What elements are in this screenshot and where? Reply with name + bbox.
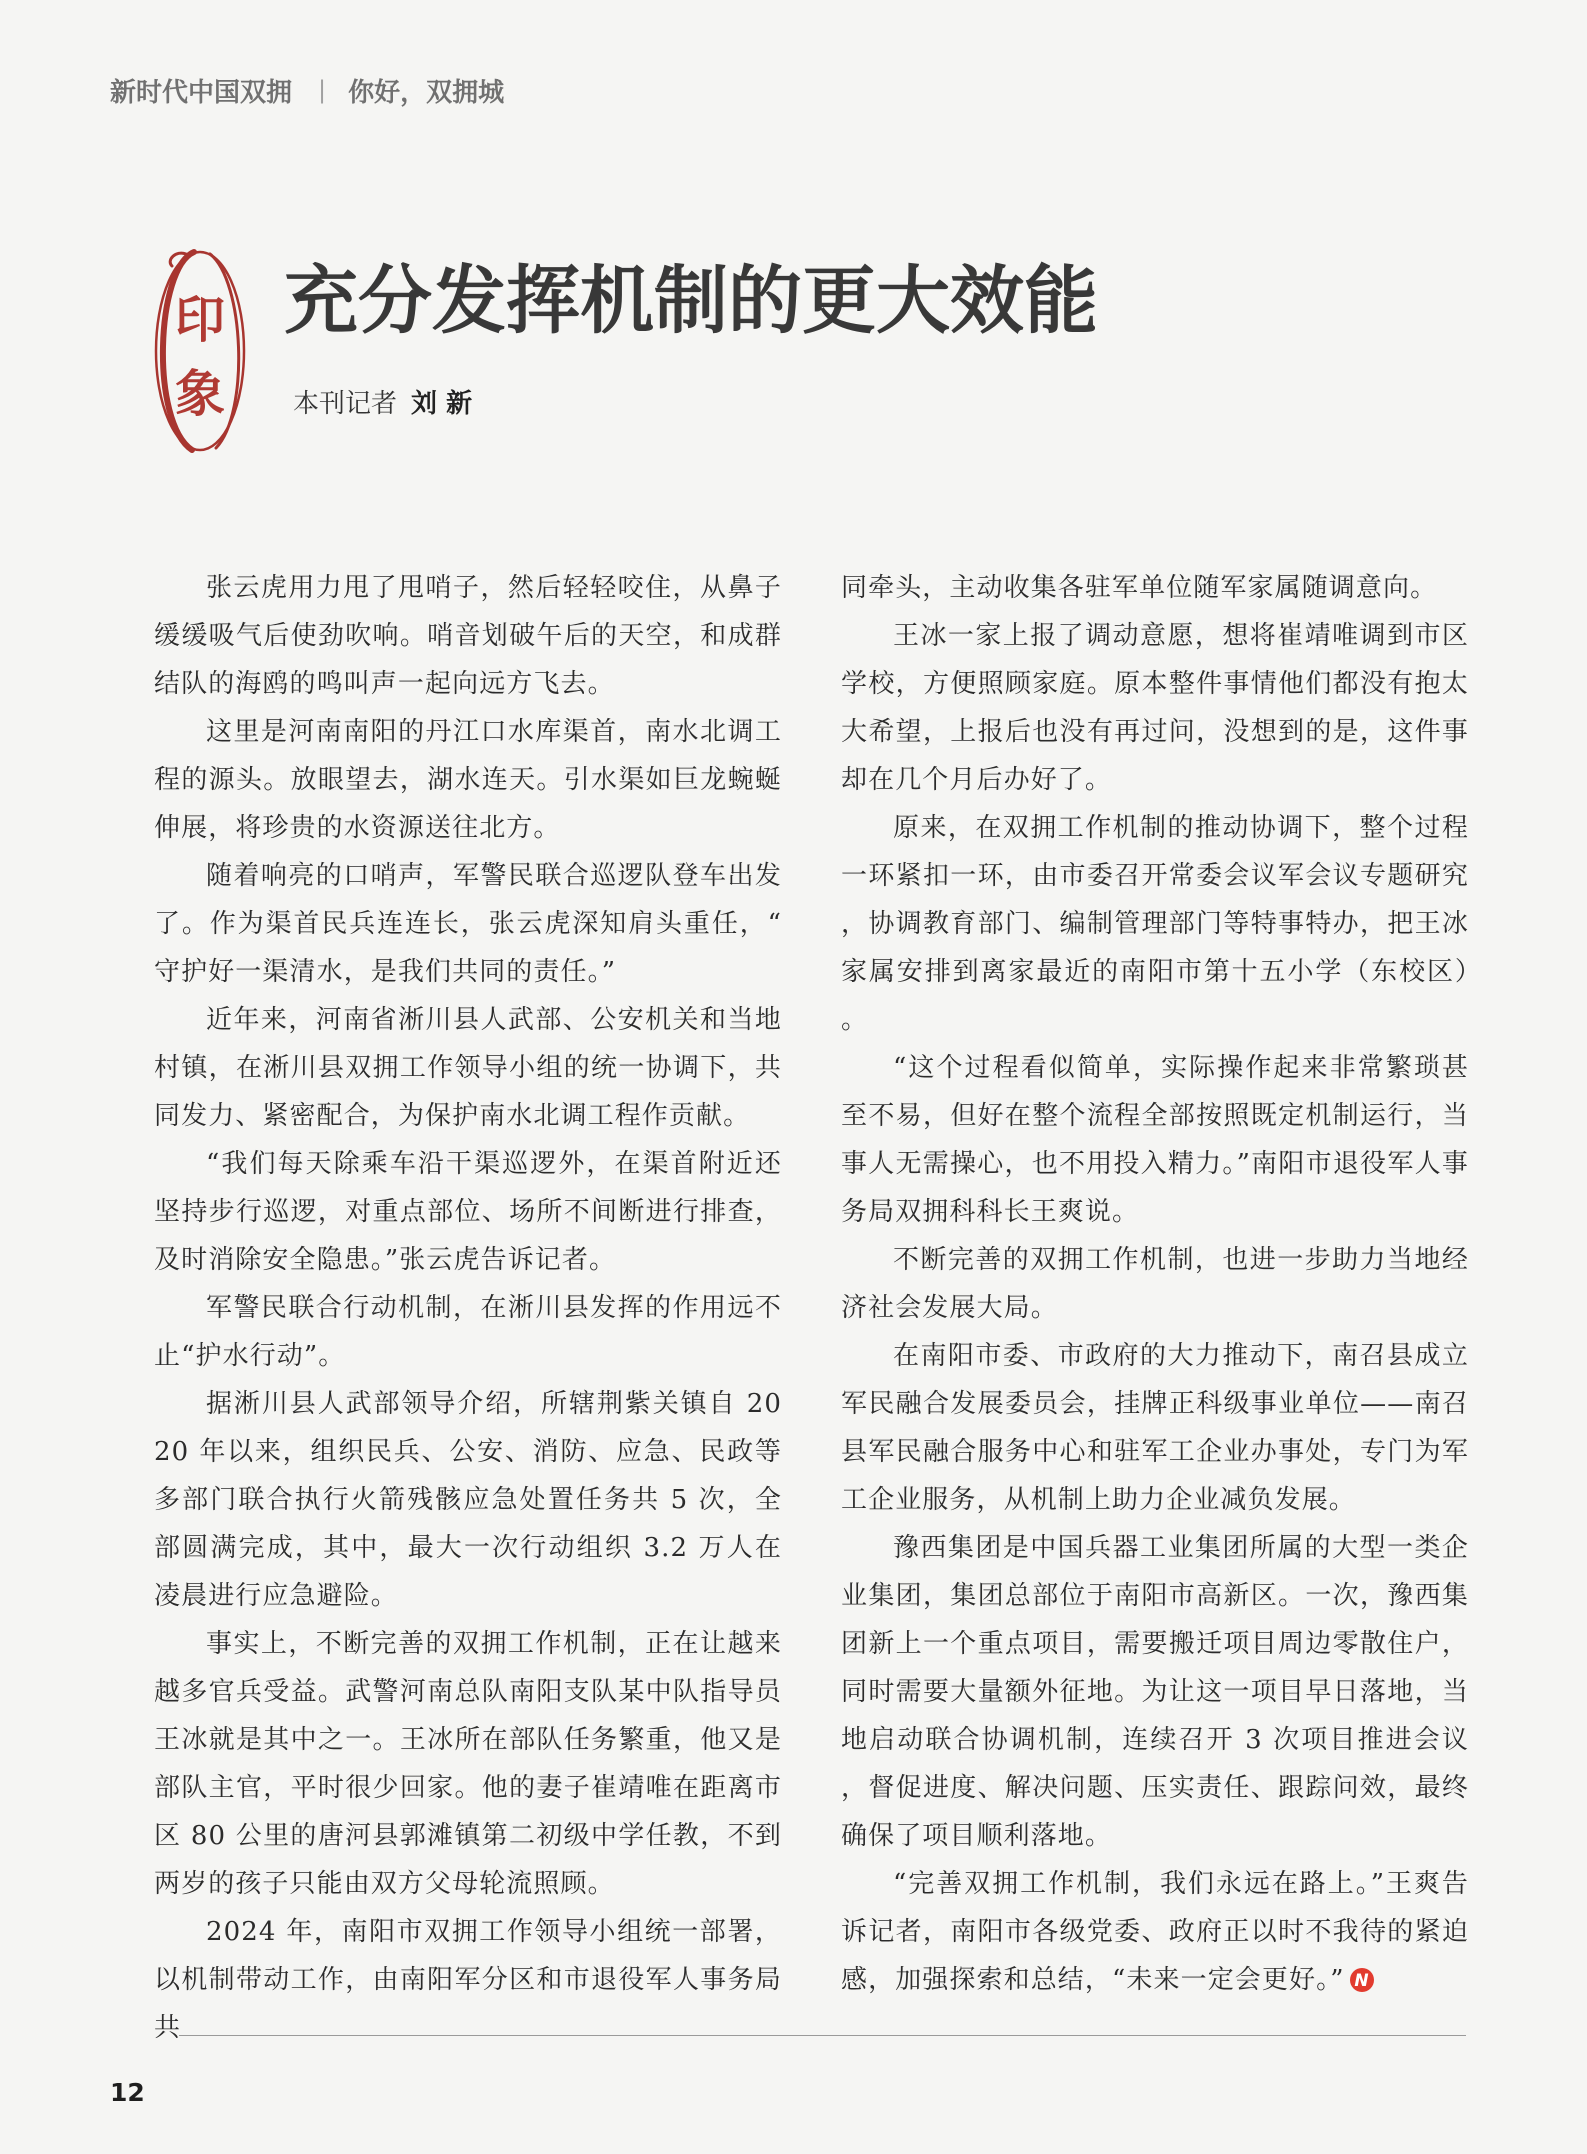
paragraph: 随着响亮的口哨声，军警民联合巡逻队登车出发了。作为渠首民兵连连长，张云虎深知肩头重任，“守护好一渠清水，是我们共同的责任。”	[154, 861, 782, 987]
paragraph-final	[841, 1860, 1469, 2004]
paragraph: “这个过程看似简单，实际操作起来非常繁琐甚至不易，但好在整个流程全部按照既定机制运行，当事人无需操心，也不用投入精力。”南阳市退役军人事务局双拥科科长王爽说。	[841, 1053, 1469, 1227]
paragraph: 豫西集团是中国兵器工业集团所属的大型一类企业集团，集团总部位于南阳市高新区。一次，豫西集团新上一个重点项目，需要搬迁项目周边零散住户，同时需要大量额外征地。为让这一项目早日落地，当地启动联合协调机制，连续召开 3 次项目推进会议，督促进度、解决问题、压实责任、跟踪问效，最终确保了项目顺利落地。	[841, 1533, 1469, 1851]
paragraph: 在南阳市委、市政府的大力推动下，南召县成立军民融合发展委员会，挂牌正科级事业单位——南召县军民融合服务中心和驻军工企业办事处，专门为军工企业服务，从机制上助力企业减负发展。	[841, 1341, 1469, 1515]
paragraph: 这里是河南南阳的丹江口水库渠首，南水北调工程的源头。放眼望去，湖水连天。引水渠如巨龙蜿蜒伸展，将珍贵的水资源送往北方。	[154, 717, 782, 843]
header-separator: |	[318, 76, 327, 104]
seal-char-2: 象	[175, 364, 225, 423]
header-subsection: 你好，双拥城	[348, 77, 505, 108]
paragraph: 军警民联合行动机制，在淅川县发挥的作用远不止“护水行动”。	[154, 1293, 782, 1371]
running-header	[110, 70, 504, 110]
paragraph: 事实上，不断完善的双拥工作机制，正在让越来越多官兵受益。武警河南总队南阳支队某中队指导员王冰就是其中之一。王冰所在部队任务繁重，他又是部队主官，平时很少回家。他的妻子崔靖唯在距离市区 80 公里的唐河县郭滩镇第二初级中学任教，不到两岁的孩子只能由双方父母轮流照顾。	[154, 1629, 782, 1899]
end-mark-logo-icon	[1349, 1967, 1375, 1993]
paragraph-continued: 同牵头，主动收集各驻军单位随军家属随调意向。	[841, 573, 1438, 603]
page-number: 12	[110, 2078, 145, 2107]
paragraph: 王冰一家上报了调动意愿，想将崔靖唯调到市区学校，方便照顾家庭。原本整件事情他们都没有抱太大希望，上报后也没有再过问，没想到的是，这件事却在几个月后办好了。	[841, 621, 1469, 795]
byline-author: 刘 新	[411, 389, 473, 419]
paragraph: 张云虎用力甩了甩哨子，然后轻轻咬住，从鼻子缓缓吸气后使劲吹响。哨音划破午后的天空，和成群结队的海鸥的鸣叫声一起向远方飞去。	[154, 573, 782, 699]
end-mark-letter: N	[1353, 1971, 1370, 1991]
paragraph: 不断完善的双拥工作机制，也进一步助力当地经济社会发展大局。	[841, 1245, 1469, 1323]
seal-brush-ring-icon	[146, 246, 254, 456]
seal-char-1: 印	[175, 290, 225, 349]
paragraph: 2024 年，南阳市双拥工作领导小组统一部署，以机制带动工作，由南阳军分区和市退役军人事务局共	[154, 1917, 782, 2043]
header-section: 新时代中国双拥	[110, 77, 293, 108]
article-column-left	[154, 564, 782, 2052]
paragraph: 原来，在双拥工作机制的推动协调下，整个过程一环紧扣一环，由市委召开常委会议军会议专题研究，协调教育部门、编制管理部门等特事特办，把王冰家属安排到离家最近的南阳市第十五小学（东校区）。	[841, 813, 1469, 1035]
byline	[293, 386, 472, 422]
paragraph: “我们每天除乘车沿干渠巡逻外，在渠首附近还坚持步行巡逻，对重点部位、场所不间断进行排查，及时消除安全隐患。”张云虎告诉记者。	[154, 1149, 782, 1275]
bottom-rule	[179, 2035, 1466, 2036]
article-column-right	[841, 564, 1469, 2004]
byline-label: 本刊记者	[293, 389, 398, 419]
impression-seal	[146, 246, 254, 456]
article-title: 充分发挥机制的更大效能	[284, 258, 1098, 344]
paragraph: 据淅川县人武部领导介绍，所辖荆紫关镇自 2020 年以来，组织民兵、公安、消防、应急、民政等多部门联合执行火箭残骸应急处置任务共 5 次，全部圆满完成，其中，最大一次行动组织 3.2 万人在凌晨进行应急避险。	[154, 1389, 782, 1611]
paragraph: 近年来，河南省淅川县人武部、公安机关和当地村镇，在淅川县双拥工作领导小组的统一协调下，共同发力、紧密配合，为保护南水北调工程作贡献。	[154, 1005, 782, 1131]
paragraph-final-text: “完善双拥工作机制，我们永远在路上。”王爽告诉记者，南阳市各级党委、政府正以时不我待的紧迫感，加强探索和总结，“未来一定会更好。”	[841, 1869, 1469, 1995]
